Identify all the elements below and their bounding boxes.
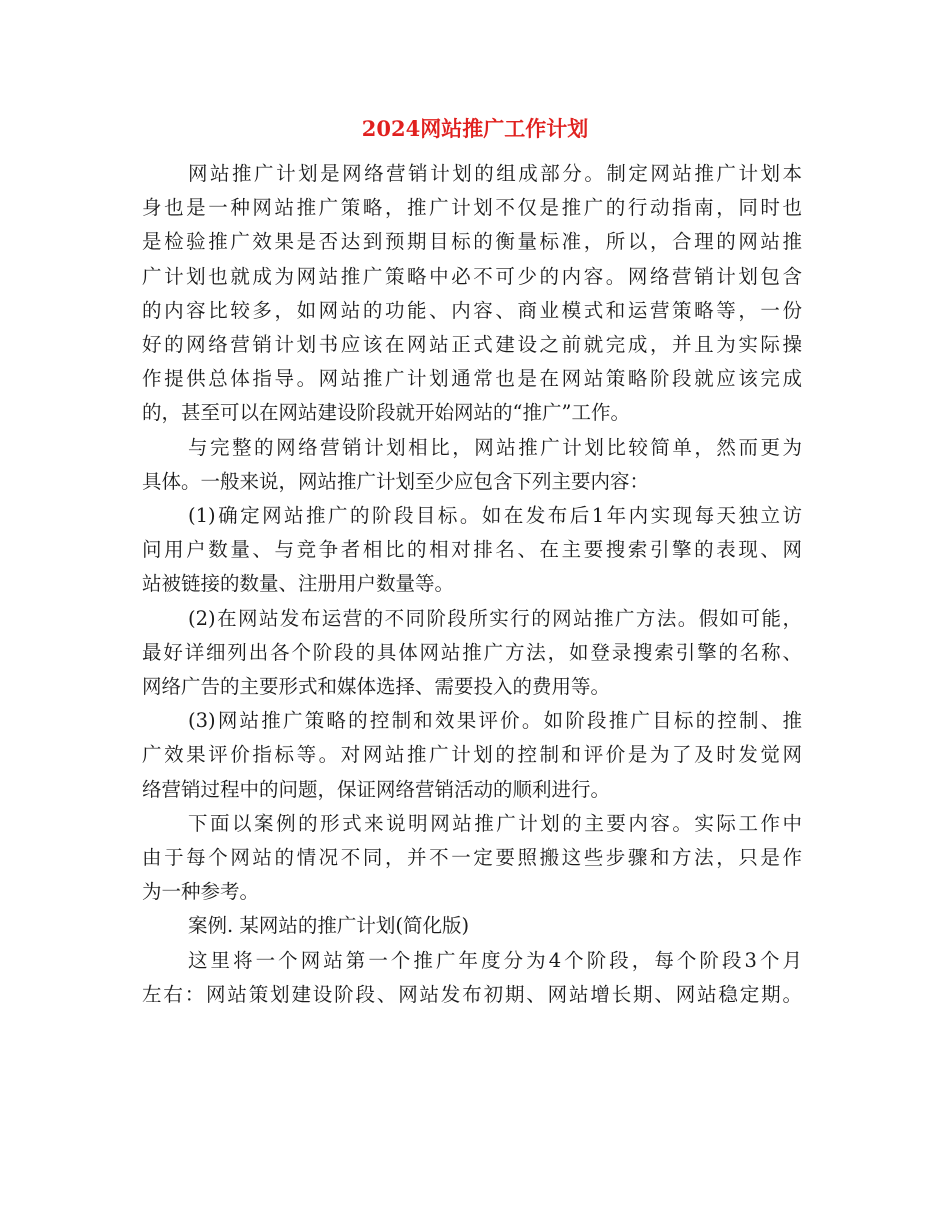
text-line: 具体。一般来说，网站推广计划至少应包含下列主要内容： [142,469,650,493]
text-line: 为一种参考。 [142,880,260,904]
text-line: 是检验推广效果是否达到预期目标的衡量标准，所以，合理的网站推 [142,230,802,254]
paragraph-intro [142,157,802,431]
text-line: 网络广告的主要形式和媒体选择、需要投入的费用等。 [142,675,611,699]
text-line: 作提供总体指导。网站推广计划通常也是在网站策略阶段就应该完成 [142,367,802,391]
text-line: 网站推广计划是网络营销计划的组成部分。制定网站推广计划本 [188,162,802,185]
paragraph-item-2 [142,602,802,705]
paragraph-comparison [142,431,802,499]
paragraph-item-3 [142,704,802,807]
text-line: 这里将一个网站第一个推广年度分为4个阶段，每个阶段3个月 [188,948,802,972]
text-line: 站被链接的数量、注册用户数量等。 [142,572,455,596]
paragraph-item-1 [142,499,802,602]
text-line: 广效果评价指标等。对网站推广计划的控制和评价是为了及时发觉网 [142,743,802,767]
text-line: 下面以案例的形式来说明网站推广计划的主要内容。实际工作中 [188,811,802,835]
text-line: 问用户数量、与竞争者相比的相对排名、在主要搜索引擎的表现、网 [142,538,802,562]
document-title: 2024网站推广工作计划 [361,116,589,141]
document-body [142,157,802,1012]
text-line: 案例. 某网站的推广计划(简化版) [188,914,470,938]
paragraph-stages [142,944,802,1012]
text-line: (1)确定网站推广的阶段目标。如在发布后1年内实现每天独立访 [188,504,802,528]
text-line: 与完整的网络营销计划相比，网站推广计划比较简单，然而更为 [188,435,802,459]
text-line: 由于每个网站的情况不同，并不一定要照搬这些步骤和方法，只是作 [142,846,802,870]
text-line: 的，甚至可以在网站建设阶段就开始网站的“推广”工作。 [142,401,630,425]
text-line: 最好详细列出各个阶段的具体网站推广方法，如登录搜索引擎的名称、 [142,640,802,664]
text-line: 络营销过程中的问题，保证网络营销活动的顺利进行。 [142,777,611,801]
paragraph-case-heading [142,909,802,943]
text-line: 身也是一种网站推广策略，推广计划不仅是推广的行动指南，同时也 [142,196,802,220]
text-line: 左右：网站策划建设阶段、网站发布初期、网站增长期、网站稳定期。 [142,982,802,1006]
text-line: 的内容比较多，如网站的功能、内容、商业模式和运营策略等，一份 [142,298,802,322]
text-line: (3)网站推广策略的控制和效果评价。如阶段推广目标的控制、推 [188,709,802,733]
text-line: (2)在网站发布运营的不同阶段所实行的网站推广方法。假如可能， [188,606,802,630]
paragraph-case-intro [142,807,802,910]
text-line: 广计划也就成为网站推广策略中必不可少的内容。网络营销计划包含 [142,264,802,288]
text-line: 好的网络营销计划书应该在网站正式建设之前就完成，并且为实际操 [142,333,802,357]
